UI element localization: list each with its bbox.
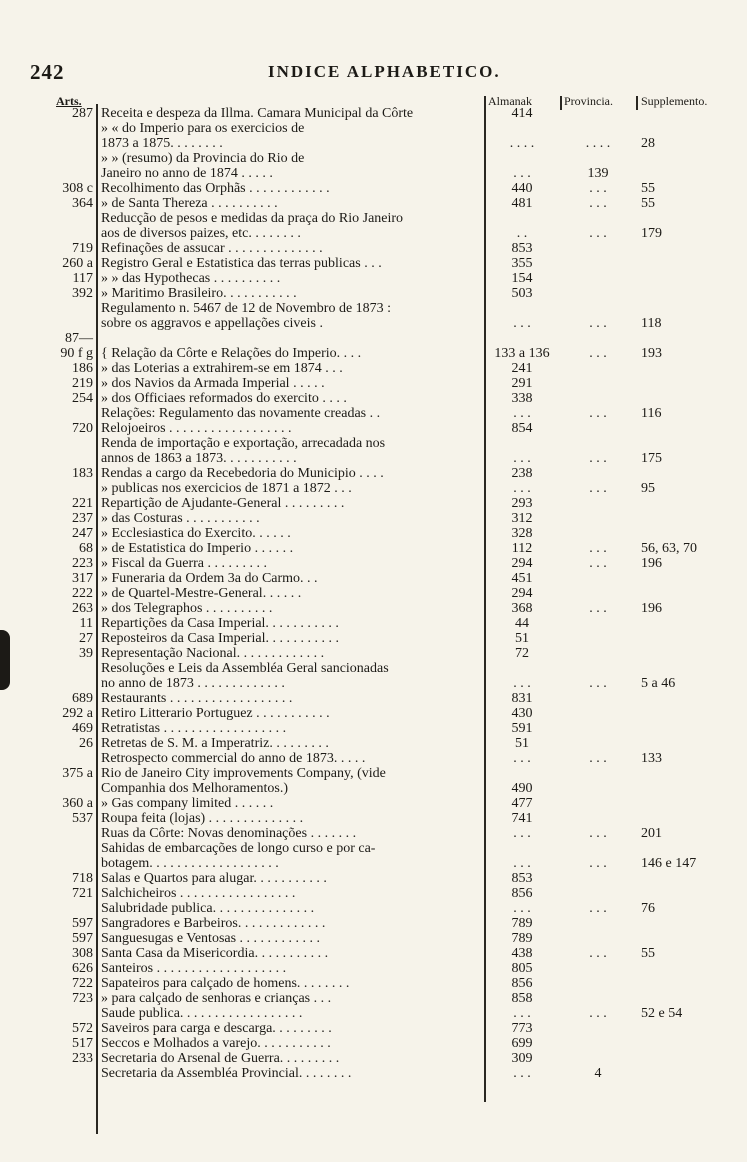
entry-text: Retrospecto commercial do anno de 1873. . . . . (101, 751, 366, 766)
provincia-page: . . . (589, 406, 607, 421)
supplemento-page: 196 (641, 601, 662, 616)
provincia-page: . . . (589, 556, 607, 571)
entry-text: Seccos e Molhados a varejo. . . . . . . . . . . (101, 1036, 331, 1051)
entry-text: Retiro Litterario Portuguez . . . . . . . . . . . (101, 706, 330, 721)
entry-text: Saveiros para carga e descarga. . . . . . . . . (101, 1021, 332, 1036)
provincia-page: . . . (589, 451, 607, 466)
almanak-page: . . . (513, 826, 531, 841)
almanak-page: 430 (511, 706, 533, 721)
article-number: 308 (72, 946, 93, 961)
supplemento-page: 146 e 147 (641, 856, 697, 871)
article-number: 720 (72, 421, 93, 436)
article-number: 27 (79, 631, 93, 646)
article-number: 718 (72, 871, 93, 886)
article-number: 360 a (62, 796, 93, 811)
almanak-page: . . . (513, 451, 531, 466)
supplemento-page: 52 e 54 (641, 1006, 683, 1021)
entry-text: » de Estatistica do Imperio . . . . . . (101, 541, 294, 556)
almanak-page: . . . (513, 1066, 531, 1081)
almanak-page: 293 (511, 496, 533, 511)
provincia-page: . . . (589, 196, 607, 211)
entry-text: Ruas da Côrte: Novas denominações . . . . . . . (101, 826, 357, 841)
index-row (0, 331, 747, 346)
article-number: 90 f g (60, 346, 93, 361)
provincia-page: . . . (589, 541, 607, 556)
header-arts: Arts. (56, 94, 82, 108)
index-row (0, 631, 747, 646)
supplemento-page: 175 (641, 451, 662, 466)
almanak-page: 309 (511, 1051, 533, 1066)
entry-text: Representação Nacional. . . . . . . . . . . . . (101, 646, 325, 661)
entry-text: Saude publica. . . . . . . . . . . . . . . . . . (101, 1006, 303, 1021)
entry-text: Sahidas de embarcações de longo curso e por ca- (101, 841, 376, 856)
almanak-page: . . . (513, 406, 531, 421)
entry-text: Sapateiros para calçado de homens. . . . . . . . (101, 976, 350, 991)
index-row (0, 856, 747, 871)
supplemento-page: 55 (641, 196, 655, 211)
almanak-page: 368 (511, 601, 533, 616)
entry-text: Salas e Quartos para alugar. . . . . . . . . . . (101, 871, 327, 886)
almanak-page: 112 (511, 541, 533, 556)
almanak-page: 773 (511, 1021, 533, 1036)
index-row (0, 406, 747, 421)
entry-text: Santa Casa da Misericordia. . . . . . . . . . . (101, 946, 329, 961)
entry-text: Relações: Regulamento das novamente creadas . . (101, 406, 381, 421)
article-number: 469 (72, 721, 93, 736)
entry-text: sobre os aggravos e appellações civeis . (101, 316, 323, 331)
almanak-page: 72 (515, 646, 529, 661)
index-entries (0, 106, 747, 1081)
entry-text: Receita e despeza da Illma. Camara Municipal da Côrte (101, 106, 414, 121)
index-row (0, 976, 747, 991)
provincia-page: . . . (589, 316, 607, 331)
provincia-page: . . . (589, 181, 607, 196)
almanak-page: 291 (511, 376, 533, 391)
provincia-page: . . . (589, 1006, 607, 1021)
entry-text: » publicas nos exercicios de 1871 a 1872 . . . (101, 481, 352, 496)
almanak-page: 805 (511, 961, 533, 976)
index-row (0, 706, 747, 721)
provincia-page: . . . (589, 856, 607, 871)
index-row (0, 661, 747, 676)
almanak-page: 312 (511, 511, 533, 526)
almanak-page: 477 (511, 796, 533, 811)
article-number: 597 (72, 931, 93, 946)
entry-text: annos de 1863 a 1873. . . . . . . . . . . (101, 451, 297, 466)
article-number: 597 (72, 916, 93, 931)
entry-text: Secretaria do Arsenal de Guerra. . . . . . . . . (101, 1051, 340, 1066)
article-number: 221 (72, 496, 93, 511)
index-row (0, 931, 747, 946)
article-number: 287 (72, 106, 93, 121)
almanak-page: 853 (511, 241, 533, 256)
article-number: 68 (79, 541, 93, 556)
entry-text: Roupa feita (lojas) . . . . . . . . . . . . . . (101, 811, 304, 826)
entry-text: » Gas company limited . . . . . . (101, 796, 274, 811)
almanak-page: 294 (511, 556, 533, 571)
entry-text: Relojoeiros . . . . . . . . . . . . . . . . . . (101, 421, 292, 436)
entry-text: » Fiscal da Guerra . . . . . . . . . (101, 556, 268, 571)
almanak-page: . . . (513, 481, 531, 496)
entry-text: » Maritimo Brasileiro. . . . . . . . . . . (101, 286, 297, 301)
article-number: 263 (72, 601, 93, 616)
index-row (0, 1051, 747, 1066)
entry-text: Resoluções e Leis da Assembléa Geral sancionadas (101, 661, 389, 676)
almanak-page: 440 (511, 181, 533, 196)
almanak-page: 856 (511, 886, 533, 901)
almanak-page: 51 (515, 736, 529, 751)
index-row (0, 766, 747, 781)
article-number: 308 c (62, 181, 93, 196)
entry-text: » « do Imperio para os exercicios de (101, 121, 305, 136)
supplemento-page: 196 (641, 556, 662, 571)
page-title: INDICE ALPHABETICO. (268, 62, 501, 81)
article-number: 87— (65, 331, 93, 346)
index-row (0, 196, 747, 211)
article-number: 721 (72, 886, 93, 901)
index-row (0, 871, 747, 886)
index-row (0, 781, 747, 796)
almanak-page: . . . (513, 901, 531, 916)
index-row (0, 106, 747, 121)
article-number: 219 (72, 376, 93, 391)
article-number: 292 a (62, 706, 93, 721)
entry-text: Refinações de assucar . . . . . . . . . . . . . . (101, 241, 323, 256)
index-row (0, 901, 747, 916)
article-number: 237 (72, 511, 93, 526)
index-row (0, 961, 747, 976)
index-row (0, 151, 747, 166)
almanak-page: . . . (513, 751, 531, 766)
entry-text: » » (resumo) da Provincia do Rio de (101, 151, 305, 166)
entry-text: » das Costuras . . . . . . . . . . . (101, 511, 260, 526)
index-row (0, 721, 747, 736)
entry-text: » para calçado de senhoras e crianças . . . (101, 991, 332, 1006)
provincia-page: . . . (589, 826, 607, 841)
index-row (0, 586, 747, 601)
entry-text: Restaurants . . . . . . . . . . . . . . . . . . (101, 691, 293, 706)
article-number: 572 (72, 1021, 93, 1036)
article-number: 364 (72, 196, 93, 211)
entry-text: 1873 a 1875. . . . . . . . (101, 136, 223, 151)
entry-text: Salubridade publica. . . . . . . . . . . . . . . (101, 901, 315, 916)
index-row (0, 421, 747, 436)
article-number: 117 (72, 271, 93, 286)
entry-text: no anno de 1873 . . . . . . . . . . . . . (101, 676, 285, 691)
provincia-page: . . . (589, 946, 607, 961)
entry-text: Repartição de Ajudante-General . . . . . . . . . (101, 496, 345, 511)
almanak-page: 699 (511, 1036, 533, 1051)
article-number: 317 (72, 571, 93, 586)
index-row (0, 676, 747, 691)
entry-text: » de Quartel-Mestre-General. . . . . . (101, 586, 302, 601)
entry-text: Secretaria da Assembléa Provincial. . . . . . . . (101, 1066, 352, 1081)
index-row (0, 451, 747, 466)
article-number: 689 (72, 691, 93, 706)
entry-text: Recolhimento das Orphãs . . . . . . . . . . . . (101, 181, 330, 196)
index-row (0, 1021, 747, 1036)
index-row (0, 1036, 747, 1051)
almanak-page: 414 (511, 106, 533, 121)
almanak-page: 789 (511, 931, 533, 946)
article-number: 537 (72, 811, 93, 826)
almanak-page: 451 (511, 571, 533, 586)
almanak-page: . . . (513, 676, 531, 691)
almanak-page: 858 (511, 991, 533, 1006)
index-row (0, 271, 747, 286)
entry-text: Registro Geral e Estatistica das terras publicas . . . (101, 256, 382, 271)
entry-text: » Funeraria da Ordem 3a do Carmo. . . (101, 571, 318, 586)
almanak-page: 338 (511, 391, 533, 406)
entry-text: Reducção de pesos e medidas da praça do Rio Janeiro (101, 211, 404, 226)
index-row (0, 181, 747, 196)
almanak-page: 481 (511, 196, 533, 211)
supplemento-page: 201 (641, 826, 662, 841)
entry-text: Retratistas . . . . . . . . . . . . . . . . . . (101, 721, 287, 736)
almanak-page: 789 (511, 916, 533, 931)
entry-text: aos de diversos paizes, etc. . . . . . . . (101, 226, 301, 241)
article-number: 26 (79, 736, 93, 751)
index-row (0, 526, 747, 541)
entry-text: » das Loterias a extrahirem-se em 1874 . . . (101, 361, 343, 376)
index-row (0, 691, 747, 706)
entry-text: » dos Telegraphos . . . . . . . . . . (101, 601, 273, 616)
index-row (0, 316, 747, 331)
entry-text: Companhia dos Melhoramentos.) (101, 781, 289, 796)
header-almanak: Almanak (488, 94, 532, 108)
supplemento-page: 118 (641, 316, 662, 331)
article-number: 186 (72, 361, 93, 376)
supplemento-page: 116 (641, 406, 662, 421)
entry-text: botagem. . . . . . . . . . . . . . . . . . . (101, 856, 279, 871)
entry-text: Rendas a cargo da Recebedoria do Municipio . . . . (101, 466, 384, 481)
index-row (0, 751, 747, 766)
supplemento-page: 133 (641, 751, 662, 766)
index-row (0, 166, 747, 181)
index-row (0, 1066, 747, 1081)
index-row (0, 466, 747, 481)
provincia-page: 4 (594, 1066, 602, 1081)
article-number: 723 (72, 991, 93, 1006)
provincia-page: . . . (589, 481, 607, 496)
index-row (0, 211, 747, 226)
almanak-page: 503 (511, 286, 533, 301)
almanak-page: . . . (513, 856, 531, 871)
article-number: 254 (72, 391, 93, 406)
almanak-page: 294 (511, 586, 533, 601)
entry-text: Salchicheiros . . . . . . . . . . . . . . . . . (101, 886, 296, 901)
index-row (0, 301, 747, 316)
almanak-page: 154 (511, 271, 533, 286)
almanak-page: . . (516, 226, 528, 241)
entry-text: Rio de Janeiro City improvements Company, (vide (101, 766, 386, 781)
article-number: 719 (72, 241, 93, 256)
provincia-page: . . . (589, 601, 607, 616)
almanak-page: . . . (513, 316, 531, 331)
provincia-page: . . . (589, 226, 607, 241)
entry-text: Repartições da Casa Imperial. . . . . . . . . . . (101, 616, 339, 631)
supplemento-page: 5 a 46 (641, 676, 676, 691)
provincia-page: . . . . (585, 136, 611, 151)
entry-text: Retretas de S. M. a Imperatriz. . . . . . . . . (101, 736, 329, 751)
entry-text: » dos Navios da Armada Imperial . . . . . (101, 376, 325, 391)
article-number: 11 (79, 616, 93, 631)
index-row (0, 541, 747, 556)
margin-ink-blot (0, 630, 10, 690)
index-row (0, 136, 747, 151)
almanak-page: . . . (513, 166, 531, 181)
almanak-page: 44 (515, 616, 529, 631)
entry-text: Sangradores e Barbeiros. . . . . . . . . . . . . (101, 916, 326, 931)
almanak-page: 355 (511, 256, 533, 271)
index-row (0, 286, 747, 301)
almanak-page: 591 (511, 721, 533, 736)
almanak-page: 831 (511, 691, 533, 706)
article-number: 233 (72, 1051, 93, 1066)
almanak-page: 490 (511, 781, 533, 796)
article-number: 223 (72, 556, 93, 571)
page-number: 242 (30, 60, 65, 84)
index-row (0, 601, 747, 616)
index-row (0, 946, 747, 961)
index-row (0, 826, 747, 841)
index-row (0, 436, 747, 451)
almanak-page: . . . . (509, 136, 535, 151)
almanak-page: 51 (515, 631, 529, 646)
article-number: 392 (72, 286, 93, 301)
index-row (0, 991, 747, 1006)
supplemento-page: 55 (641, 181, 655, 196)
entry-text: Santeiros . . . . . . . . . . . . . . . . . . . (101, 961, 287, 976)
index-row (0, 571, 747, 586)
article-number: 517 (72, 1036, 93, 1051)
index-row (0, 376, 747, 391)
almanak-page: 328 (511, 526, 533, 541)
entry-text: » dos Officiaes reformados do exercito . . . . (101, 391, 347, 406)
index-row (0, 736, 747, 751)
index-row (0, 511, 747, 526)
header-supplemento: Supplemento. (641, 94, 708, 108)
almanak-page: 133 a 136 (494, 346, 550, 361)
supplemento-page: 28 (641, 136, 655, 151)
index-row (0, 1006, 747, 1021)
index-row (0, 886, 747, 901)
entry-text: » » das Hypothecas . . . . . . . . . . (101, 271, 281, 286)
supplemento-page: 55 (641, 946, 655, 961)
article-number: 183 (72, 466, 93, 481)
supplemento-page: 193 (641, 346, 662, 361)
provincia-page: . . . (589, 676, 607, 691)
article-number: 39 (79, 646, 93, 661)
article-number: 260 a (62, 256, 93, 271)
supplemento-page: 56, 63, 70 (641, 541, 697, 556)
entry-text: Regulamento n. 5467 de 12 de Novembro de 1873 : (101, 301, 392, 316)
index-row (0, 346, 747, 361)
almanak-page: 438 (511, 946, 533, 961)
supplemento-page: 76 (641, 901, 655, 916)
index-row (0, 481, 747, 496)
provincia-page: 139 (587, 166, 609, 181)
index-row (0, 556, 747, 571)
entry-text: { Relação da Côrte e Relações do Imperio. . . . (101, 346, 362, 361)
almanak-page: . . . (513, 1006, 531, 1021)
almanak-page: 853 (511, 871, 533, 886)
index-row (0, 496, 747, 511)
supplemento-page: 179 (641, 226, 662, 241)
index-row (0, 226, 747, 241)
almanak-page: 238 (511, 466, 533, 481)
entry-text: Sanguesugas e Ventosas . . . . . . . . . . . . (101, 931, 321, 946)
index-row (0, 256, 747, 271)
almanak-page: 856 (511, 976, 533, 991)
index-row (0, 616, 747, 631)
article-number: 222 (72, 586, 93, 601)
entry-text: » de Santa Thereza . . . . . . . . . . (101, 196, 278, 211)
index-row (0, 241, 747, 256)
index-row (0, 391, 747, 406)
entry-text: Reposteiros da Casa Imperial. . . . . . . . . . . (101, 631, 339, 646)
index-row (0, 796, 747, 811)
almanak-page: 241 (511, 361, 533, 376)
almanak-page: 741 (511, 811, 533, 826)
index-row (0, 841, 747, 856)
index-row (0, 811, 747, 826)
entry-text: Renda de importação e exportação, arrecadada nos (101, 436, 386, 451)
article-number: 722 (72, 976, 93, 991)
almanak-page: 854 (511, 421, 533, 436)
header-provincia: Provincia. (564, 94, 613, 108)
article-number: 626 (72, 961, 93, 976)
supplemento-page: 95 (641, 481, 655, 496)
entry-text: Janeiro no anno de 1874 . . . . . (101, 166, 273, 181)
article-number: 247 (72, 526, 93, 541)
article-number: 375 a (62, 766, 93, 781)
index-row (0, 646, 747, 661)
provincia-page: . . . (589, 346, 607, 361)
provincia-page: . . . (589, 751, 607, 766)
index-row (0, 361, 747, 376)
index-row (0, 916, 747, 931)
provincia-page: . . . (589, 901, 607, 916)
entry-text: » Ecclesiastica do Exercito. . . . . . (101, 526, 291, 541)
index-row (0, 121, 747, 136)
